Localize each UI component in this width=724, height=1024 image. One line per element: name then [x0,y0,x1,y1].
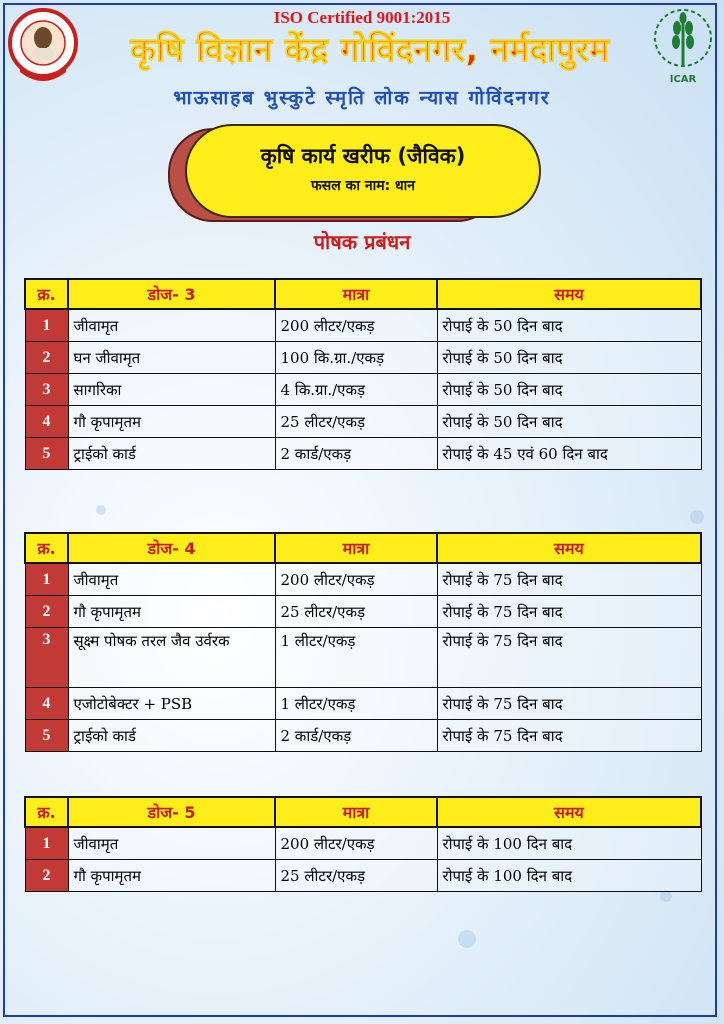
trust-name: भाऊसाहब भुस्कुटे स्मृति लोक न्यास गोविंदनगर [173,87,551,109]
row-number: 2 [25,860,68,892]
input-name: घन जीवामृत [68,342,275,374]
row-number: 4 [25,688,68,720]
table-header-row [25,797,701,827]
input-name: सागरिका [68,374,275,406]
input-name: एजोटोबेक्टर + PSB [68,688,275,720]
table-row [25,860,701,892]
application-time: रोपाई के 75 दिन बाद [437,688,701,720]
row-number: 2 [25,342,68,374]
application-time: रोपाई के 100 दिन बाद [437,827,701,860]
application-time: रोपाई के 100 दिन बाद [437,860,701,892]
row-number: 5 [25,720,68,752]
row-number: 1 [25,309,68,342]
header-quantity: मात्रा [275,797,437,827]
application-time: रोपाई के 50 दिन बाद [437,309,701,342]
header-time: समय [437,279,701,309]
icar-label: ICAR [669,74,697,85]
row-number: 2 [25,596,68,628]
row-number: 3 [25,374,68,406]
section-title: पोषक प्रबंधन [313,230,411,254]
application-time: रोपाई के 50 दिन बाद [437,342,701,374]
input-quantity: 2 कार्ड/एकड़ [275,720,437,752]
input-quantity: 25 लीटर/एकड़ [275,860,437,892]
table-row [25,406,701,438]
input-name: सूक्ष्म पोषक तरल जैव उर्वरक [68,628,275,688]
header-serial: क्र. [25,533,68,563]
input-name: जीवामृत [68,563,275,596]
row-number: 3 [25,628,68,688]
application-time: रोपाई के 75 दिन बाद [437,596,701,628]
decor-bubble [690,510,704,524]
input-name: गौ कृपामृतम [68,596,275,628]
table-row [25,720,701,752]
table-row [25,374,701,406]
header-serial: क्र. [25,797,68,827]
header-dose: डोज- 5 [68,797,275,827]
row-number: 5 [25,438,68,470]
header-quantity: मात्रा [275,533,437,563]
input-name: ट्राईको कार्ड [68,720,275,752]
table-row [25,438,701,470]
decor-bubble [458,930,476,948]
banner-crop-name: फसल का नाम: धान [310,178,416,194]
table-row [25,342,701,374]
input-quantity: 25 लीटर/एकड़ [275,406,437,438]
decor-bubble [96,505,106,515]
iso-certification: ISO Certified 9001:2015 [273,8,451,27]
header-dose: डोज- 3 [68,279,275,309]
row-number: 1 [25,827,68,860]
input-quantity: 100 कि.ग्रा./एकड़ [275,342,437,374]
application-time: रोपाई के 75 दिन बाद [437,628,701,688]
table-row [25,688,701,720]
application-time: रोपाई के 45 एवं 60 दिन बाद [437,438,701,470]
input-name: ट्राईको कार्ड [68,438,275,470]
input-quantity: 25 लीटर/एकड़ [275,596,437,628]
application-time: रोपाई के 75 दिन बाद [437,563,701,596]
application-time: रोपाई के 50 दिन बाद [437,406,701,438]
table-row [25,563,701,596]
table-row [25,309,701,342]
table-row [25,628,701,688]
input-quantity: 4 कि.ग्रा./एकड़ [275,374,437,406]
header-time: समय [437,533,701,563]
input-quantity: 2 कार्ड/एकड़ [275,438,437,470]
header-serial: क्र. [25,279,68,309]
table-row [25,596,701,628]
banner-title: कृषि कार्य खरीफ (जैविक) [260,144,466,168]
table-header-row [25,533,701,563]
input-quantity: 200 लीटर/एकड़ [275,563,437,596]
input-name: जीवामृत [68,309,275,342]
input-name: गौ कृपामृतम [68,860,275,892]
dose-4-table [24,532,702,752]
header-dose: डोज- 4 [68,533,275,563]
input-name: जीवामृत [68,827,275,860]
application-time: रोपाई के 50 दिन बाद [437,374,701,406]
table-row [25,827,701,860]
table-header-row [25,279,701,309]
application-time: रोपाई के 75 दिन बाद [437,720,701,752]
header-quantity: मात्रा [275,279,437,309]
input-quantity: 1 लीटर/एकड़ [275,628,437,688]
row-number: 4 [25,406,68,438]
input-quantity: 200 लीटर/एकड़ [275,827,437,860]
input-name: गौ कृपामृतम [68,406,275,438]
row-number: 1 [25,563,68,596]
header-time: समय [437,797,701,827]
dose-5-table [24,796,702,892]
banner [185,124,541,218]
dose-3-table [24,278,702,470]
input-quantity: 200 लीटर/एकड़ [275,309,437,342]
page-title: कृषि विज्ञान केंद्र गोविंदनगर, नर्मदापुरम [130,30,610,69]
input-quantity: 1 लीटर/एकड़ [275,688,437,720]
